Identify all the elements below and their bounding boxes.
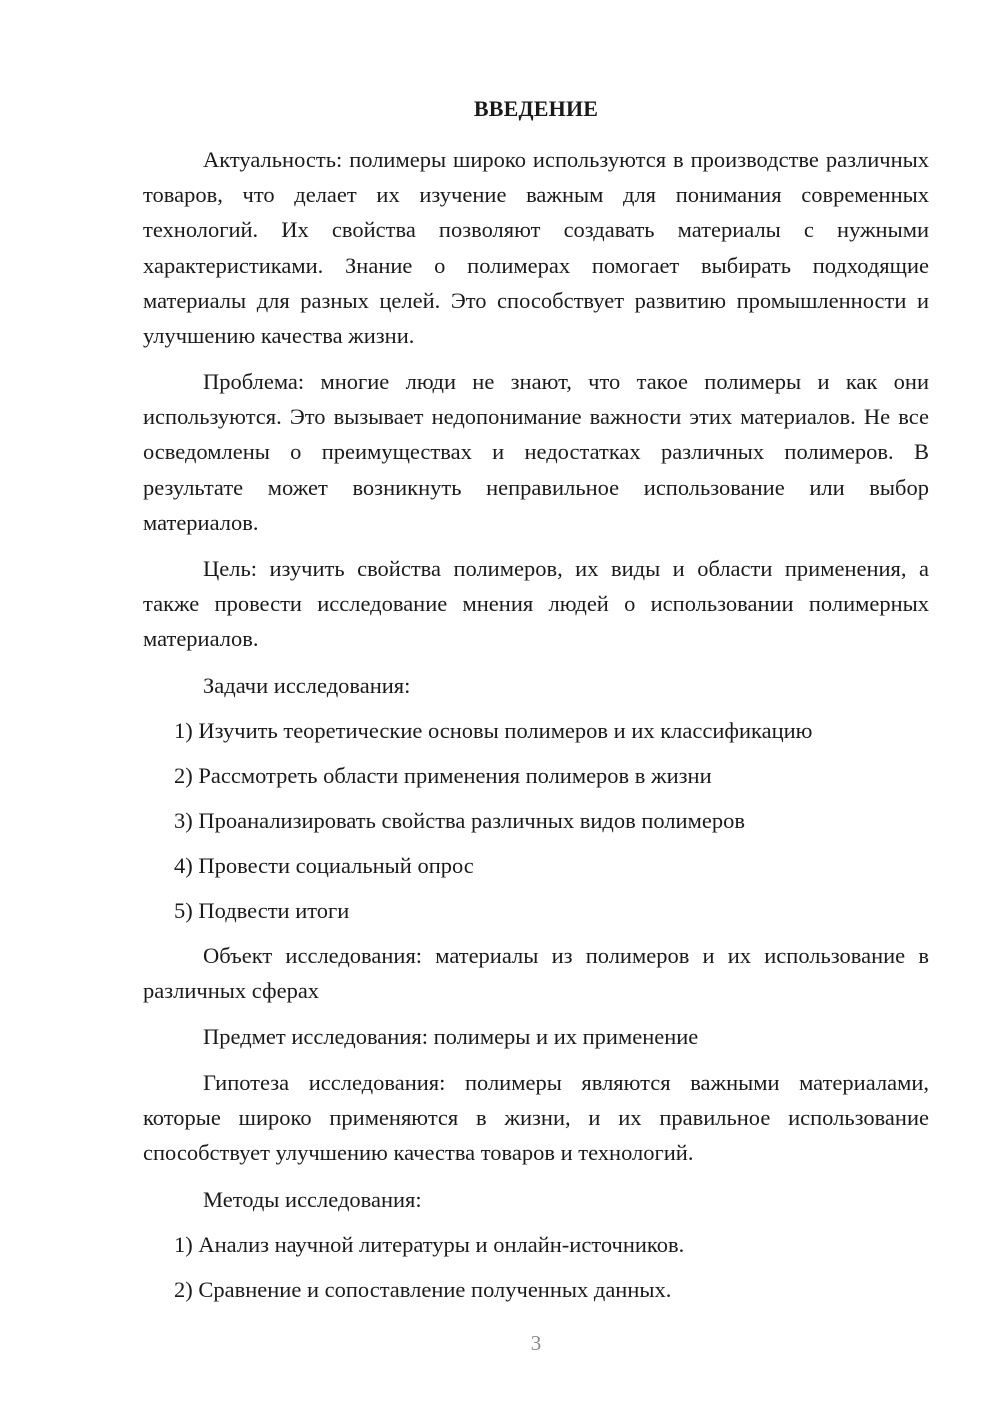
- task-list-item: 2) Рассмотреть области применения полимеров в жизни: [174, 763, 712, 788]
- goal-paragraph: Цель: изучить свойства полимеров, их виды и области применения, а также провести исследование мнения людей о использовании полимерных материалов.: [143, 556, 929, 652]
- task-list-item: 3) Проанализировать свойства различных видов полимеров: [174, 808, 745, 833]
- problem-paragraph: Проблема: многие люди не знают, что такое полимеры и как они используются. Это вызывает недопонимание важности этих материалов. Не все осведомлены о преимуществах и недостатках различных полимеров. В результате может возникнуть неправильное использование или выбор материалов.: [143, 369, 929, 535]
- relevance-paragraph: Актуальность: полимеры широко используются в производстве различных товаров, что делает их изучение важным для понимания современных технологий. Их свойства позволяют создавать материалы с нужными характеристиками. Знание о полимерах помогает выбирать подходящие материалы для разных целей. Это способствует развитию промышленности и улучшению качества жизни.: [143, 147, 929, 349]
- task-list-item: 5) Подвести итоги: [174, 898, 350, 923]
- subject-paragraph: Предмет исследования: полимеры и их применение: [203, 1024, 699, 1049]
- method-list-item: 2) Сравнение и сопоставление полученных данных.: [174, 1277, 672, 1302]
- task-list-item: 4) Провести социальный опрос: [174, 853, 474, 878]
- methods-heading: Методы исследования:: [203, 1187, 422, 1212]
- task-list-item: 1) Изучить теоретические основы полимеров и их классификацию: [174, 718, 813, 743]
- object-paragraph: Объект исследования: материалы из полимеров и их использование в различных сферах: [143, 943, 929, 1004]
- tasks-heading: Задачи исследования:: [203, 673, 411, 698]
- section-title: ВВЕДЕНИЕ: [473, 96, 599, 121]
- method-list-item: 1) Анализ научной литературы и онлайн-источников.: [174, 1232, 685, 1257]
- hypothesis-paragraph: Гипотеза исследования: полимеры являются важными материалами, которые широко применяются в жизни, и их правильное использование способствует улучшению качества товаров и технологий.: [143, 1070, 929, 1166]
- page-number: 3: [530, 1331, 542, 1355]
